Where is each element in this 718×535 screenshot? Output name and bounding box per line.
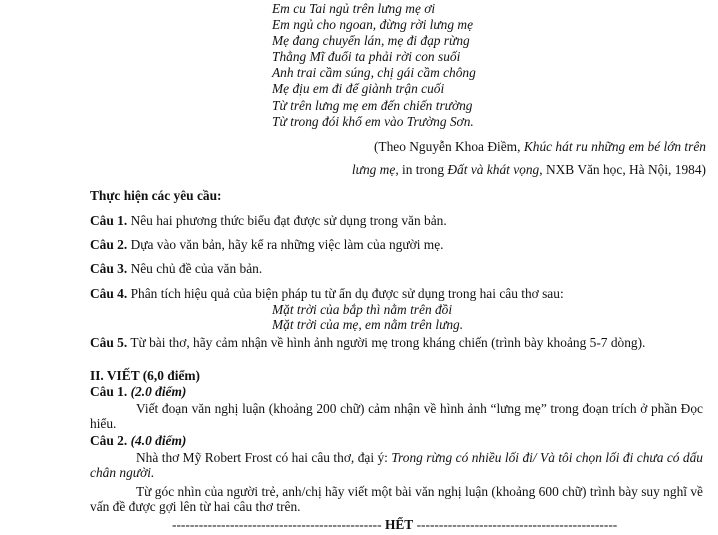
reading-question-1 bbox=[90, 213, 447, 229]
question-label: Câu 3. bbox=[90, 261, 128, 276]
reading-question-2 bbox=[90, 237, 444, 253]
poem-line: Từ trong đói khổ em vào Trường Sơn. bbox=[272, 113, 474, 129]
question-label: Câu 1. bbox=[90, 384, 128, 399]
question-text: Nêu chủ đề của văn bản. bbox=[127, 261, 263, 276]
poem-source-line-2 bbox=[352, 162, 706, 178]
end-dashes-left: ----------------------------------------------- bbox=[172, 517, 382, 532]
writing-question-1-text: Viết đoạn văn nghị luận (khoảng 200 chữ) cảm nhận về hình ảnh “lưng mẹ” trong đoạn trích ở phần Đọc hiểu. bbox=[90, 401, 703, 431]
question-text: Nêu hai phương thức biểu đạt được sử dụng trong văn bản. bbox=[127, 213, 447, 228]
end-label: HẾT bbox=[384, 517, 414, 532]
source-book: Đất và khát vọng bbox=[447, 162, 540, 177]
writing-question-2-text bbox=[90, 450, 703, 480]
source-prefix: (Theo Nguyễn Khoa Điềm, bbox=[373, 139, 524, 154]
question-points: (4.0 điểm) bbox=[130, 433, 187, 448]
quoted-verse-line-1: Mặt trời của bắp thì nằm trên đồi bbox=[272, 302, 453, 317]
end-dashes-right: --------------------------------------------- bbox=[416, 517, 618, 532]
question-label: Câu 1. bbox=[90, 213, 128, 228]
poem-line: Từ trên lưng mẹ em đến chiến trường bbox=[272, 97, 473, 113]
frost-quote: Trong rừng có nhiều lối đi/ Và tôi chọn lối đi chưa có dấu chân người. bbox=[90, 450, 703, 480]
source-title-part2: lưng mẹ bbox=[351, 162, 396, 177]
writing-section-heading: II. VIẾT (6,0 điểm) bbox=[90, 368, 200, 383]
writing-question-2-task: Từ góc nhìn của người trẻ, anh/chị hãy viết một bài văn nghị luận (khoảng 600 chữ) trình bày suy nghĩ về vấn đề được gợi lên từ hai câu thơ trên. bbox=[90, 484, 703, 514]
question-label: Câu 2. bbox=[90, 237, 128, 252]
poem-line: Em ngủ cho ngoan, đừng rời lưng mẹ bbox=[272, 17, 474, 33]
question-text: Từ bài thơ, hãy cảm nhận về hình ảnh người mẹ trong kháng chiến (trình bày khoảng 5-7 dòng). bbox=[127, 335, 646, 350]
poem-line: Thằng Mĩ đuổi ta phải rời con suối bbox=[272, 49, 461, 65]
source-middle: , in trong bbox=[395, 162, 448, 177]
quoted-verse-line-2: Mặt trời của mẹ, em nằm trên lưng. bbox=[272, 317, 464, 332]
poem-line: Em cu Tai ngủ trên lưng mẹ ơi bbox=[272, 1, 436, 16]
source-suffix: , NXB Văn học, Hà Nội, 1984) bbox=[539, 162, 706, 177]
reading-question-3 bbox=[90, 261, 262, 277]
question-label: Câu 4. bbox=[90, 286, 128, 301]
question-text: Nhà thơ Mỹ Robert Frost có hai câu thơ, đại ý: bbox=[136, 450, 392, 465]
question-label: Câu 5. bbox=[90, 335, 128, 350]
requirements-heading: Thực hiện các yêu cầu: bbox=[90, 188, 222, 203]
question-points: (2.0 điểm) bbox=[130, 384, 187, 399]
poem-line: Anh trai cầm súng, chị gái cầm chông bbox=[272, 65, 476, 81]
question-label: Câu 2. bbox=[90, 433, 128, 448]
end-marker bbox=[172, 517, 624, 532]
question-text: Dựa vào văn bản, hãy kể ra những việc làm của người mẹ. bbox=[127, 237, 444, 252]
writing-question-1-header bbox=[90, 384, 186, 400]
question-text: Phân tích hiệu quả của biện pháp tu từ ẩn dụ được sử dụng trong hai câu thơ sau: bbox=[127, 286, 564, 301]
reading-question-5 bbox=[90, 335, 703, 350]
poem-excerpt bbox=[272, 1, 476, 130]
poem-source-line-1 bbox=[374, 139, 706, 155]
reading-question-4 bbox=[90, 286, 564, 302]
source-title-part1: Khúc hát ru những em bé lớn trên bbox=[523, 139, 706, 154]
poem-line: Mẹ đang chuyển lán, mẹ đi đạp rừng bbox=[272, 33, 470, 49]
writing-question-2-header bbox=[90, 433, 186, 449]
poem-line: Mẹ địu em đi để giành trận cuối bbox=[272, 81, 445, 97]
